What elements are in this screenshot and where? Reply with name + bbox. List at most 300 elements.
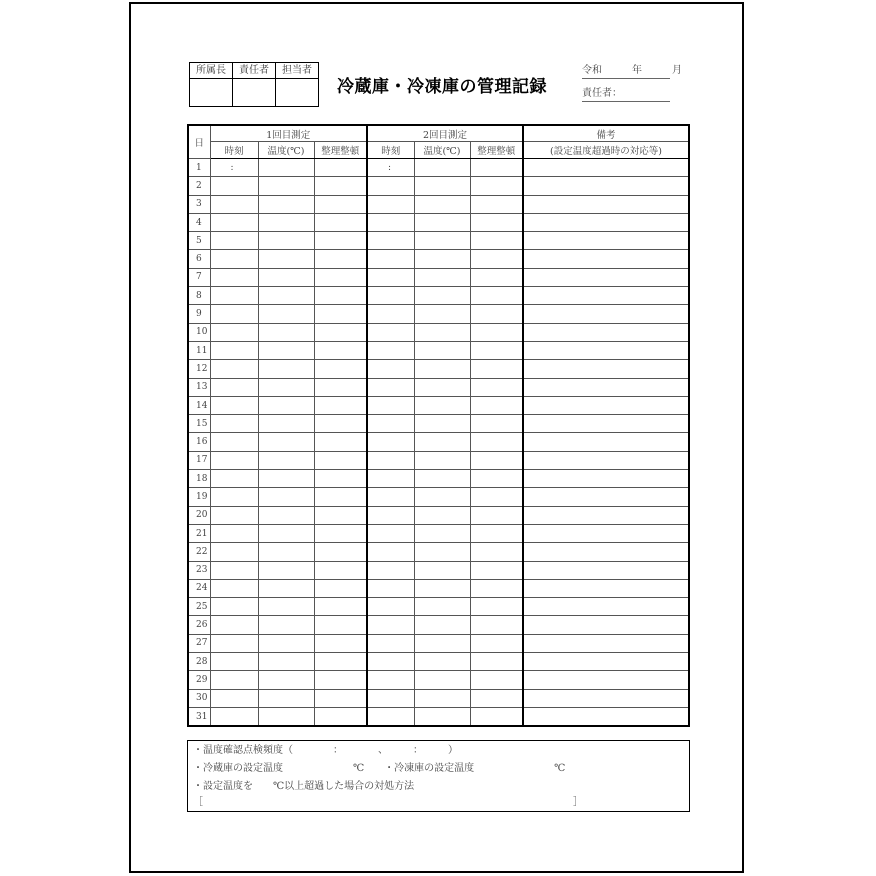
day-header: 日 (188, 125, 210, 159)
tidy-1-cell[interactable] (314, 287, 367, 305)
remarks-cell[interactable] (523, 634, 689, 652)
time-1-cell[interactable] (210, 451, 258, 469)
remarks-cell[interactable] (523, 579, 689, 597)
time-1-cell[interactable] (210, 323, 258, 341)
time-1-cell[interactable] (210, 470, 258, 488)
tidy-2-cell[interactable] (470, 506, 523, 524)
temp-1-cell[interactable] (258, 287, 314, 305)
temp-1-cell[interactable] (258, 213, 314, 231)
remarks-cell[interactable] (523, 616, 689, 634)
tidy-1-cell[interactable] (314, 707, 367, 726)
time-1-cell[interactable] (210, 415, 258, 433)
table-row (188, 287, 689, 305)
temp-2-cell[interactable] (414, 232, 470, 250)
check-frequency-line: ・温度確認点検頻度（ ： 、 ： ） (193, 745, 458, 756)
tidy-1-cell[interactable] (314, 506, 367, 524)
time-1-cell[interactable] (210, 232, 258, 250)
temp-2-cell[interactable] (414, 177, 470, 195)
approval-stamp-boxes (189, 62, 319, 107)
temp-2-cell[interactable] (414, 579, 470, 597)
temp-1-cell[interactable] (258, 341, 314, 359)
temp-1-cell[interactable] (258, 177, 314, 195)
remarks-cell[interactable] (523, 415, 689, 433)
tidy-2-cell[interactable] (470, 451, 523, 469)
day-number: 31 (188, 707, 210, 726)
tidy-2-cell[interactable] (470, 287, 523, 305)
stamp-box-manager[interactable] (190, 79, 233, 107)
temp-2-cell[interactable] (414, 287, 470, 305)
time-1-cell[interactable] (210, 689, 258, 707)
day-number: 30 (188, 689, 210, 707)
time-2-cell[interactable] (367, 506, 414, 524)
second-measurement-header: 2回目測定 (367, 125, 523, 142)
day-number: 27 (188, 634, 210, 652)
tidy-1-cell[interactable] (314, 360, 367, 378)
remarks-subheader: (設定温度超過時の対応等) (523, 142, 689, 159)
time-2-cell[interactable] (367, 195, 414, 213)
time-1-cell[interactable] (210, 305, 258, 323)
time-2-cell[interactable] (367, 415, 414, 433)
temp-1-cell[interactable] (258, 378, 314, 396)
table-row (188, 213, 689, 231)
time-1-cell[interactable] (210, 488, 258, 506)
temp-2-cell[interactable] (414, 213, 470, 231)
time-1-cell[interactable] (210, 250, 258, 268)
time-2-cell[interactable] (367, 378, 414, 396)
temp-1-cell[interactable] (258, 579, 314, 597)
temp-1-cell[interactable] (258, 561, 314, 579)
record-sheet (129, 2, 744, 873)
tidy-1-cell[interactable] (314, 195, 367, 213)
tidy-header-2: 整理整頓 (470, 142, 523, 159)
tidy-1-cell[interactable] (314, 634, 367, 652)
temp-1-cell[interactable] (258, 195, 314, 213)
table-row (188, 360, 689, 378)
time-1-cell[interactable] (210, 561, 258, 579)
tidy-2-cell[interactable] (470, 177, 523, 195)
tidy-2-cell[interactable] (470, 653, 523, 671)
temp-1-cell[interactable] (258, 268, 314, 286)
temp-2-cell[interactable] (414, 543, 470, 561)
time-2-cell[interactable] (367, 488, 414, 506)
remarks-cell[interactable] (523, 689, 689, 707)
tidy-2-cell[interactable] (470, 305, 523, 323)
temp-2-cell[interactable] (414, 689, 470, 707)
remarks-cell[interactable] (523, 707, 689, 726)
tidy-1-cell[interactable] (314, 653, 367, 671)
tidy-2-cell[interactable] (470, 250, 523, 268)
day-number: 17 (188, 451, 210, 469)
table-row (188, 177, 689, 195)
time-1-cell[interactable] (210, 341, 258, 359)
table-row (188, 268, 689, 286)
day-number: 12 (188, 360, 210, 378)
time-2-cell[interactable] (367, 561, 414, 579)
remarks-cell[interactable] (523, 470, 689, 488)
temp-1-cell[interactable] (258, 433, 314, 451)
tidy-2-cell[interactable] (470, 433, 523, 451)
table-row (188, 396, 689, 414)
time-2-cell[interactable] (367, 707, 414, 726)
day-number: 14 (188, 396, 210, 414)
temp-1-cell[interactable] (258, 671, 314, 689)
time-2-cell[interactable] (367, 268, 414, 286)
stamp-label-responsible: 責任者 (233, 63, 276, 79)
remarks-header: 備考 (523, 125, 689, 142)
tidy-2-cell[interactable] (470, 579, 523, 597)
temp-2-cell[interactable] (414, 396, 470, 414)
tidy-1-cell[interactable] (314, 396, 367, 414)
tidy-1-cell[interactable] (314, 159, 367, 177)
temp-header-1: 温度(℃) (258, 142, 314, 159)
time-1-cell[interactable] (210, 287, 258, 305)
day-number: 9 (188, 305, 210, 323)
tidy-2-cell[interactable] (470, 341, 523, 359)
temp-1-cell[interactable] (258, 323, 314, 341)
day-number: 26 (188, 616, 210, 634)
table-row (188, 341, 689, 359)
stamp-box-staff[interactable] (276, 79, 319, 107)
tidy-1-cell[interactable] (314, 177, 367, 195)
time-2-cell[interactable] (367, 616, 414, 634)
table-row (188, 634, 689, 652)
table-row (188, 451, 689, 469)
tidy-2-cell[interactable] (470, 634, 523, 652)
temp-2-cell[interactable] (414, 250, 470, 268)
day-number: 22 (188, 543, 210, 561)
temp-1-cell[interactable] (258, 250, 314, 268)
time-2-cell[interactable] (367, 396, 414, 414)
table-row (188, 250, 689, 268)
time-2-cell[interactable] (367, 250, 414, 268)
tidy-1-cell[interactable] (314, 341, 367, 359)
time-2-cell[interactable] (367, 470, 414, 488)
day-number: 8 (188, 287, 210, 305)
temp-1-cell[interactable] (258, 488, 314, 506)
temp-2-cell[interactable] (414, 305, 470, 323)
temperature-log-table (187, 124, 690, 727)
time-1-cell[interactable] (210, 433, 258, 451)
day-number: 28 (188, 653, 210, 671)
tidy-1-cell[interactable] (314, 470, 367, 488)
temp-1-cell[interactable] (258, 653, 314, 671)
tidy-1-cell[interactable] (314, 378, 367, 396)
tidy-2-cell[interactable] (470, 415, 523, 433)
remarks-cell[interactable] (523, 653, 689, 671)
remarks-cell[interactable] (523, 360, 689, 378)
tidy-1-cell[interactable] (314, 250, 367, 268)
table-row (188, 579, 689, 597)
time-1-cell[interactable] (210, 396, 258, 414)
tidy-2-cell[interactable] (470, 671, 523, 689)
table-row (188, 323, 689, 341)
day-number: 18 (188, 470, 210, 488)
time-1-cell[interactable] (210, 524, 258, 542)
remarks-cell[interactable] (523, 232, 689, 250)
remarks-cell[interactable] (523, 451, 689, 469)
temp-2-cell[interactable] (414, 598, 470, 616)
date-field[interactable]: 令和 年 月 (582, 64, 670, 79)
time-1-cell[interactable] (210, 378, 258, 396)
remarks-cell[interactable] (523, 506, 689, 524)
stamp-box-responsible[interactable] (233, 79, 276, 107)
remarks-cell[interactable] (523, 159, 689, 177)
tidy-1-cell[interactable] (314, 561, 367, 579)
tidy-2-cell[interactable] (470, 543, 523, 561)
tidy-1-cell[interactable] (314, 488, 367, 506)
tidy-1-cell[interactable] (314, 671, 367, 689)
time-1-cell[interactable] (210, 707, 258, 726)
tidy-2-cell[interactable] (470, 378, 523, 396)
table-row (188, 707, 689, 726)
tidy-2-cell[interactable] (470, 396, 523, 414)
remarks-cell[interactable] (523, 396, 689, 414)
temp-1-cell[interactable] (258, 616, 314, 634)
day-number: 5 (188, 232, 210, 250)
time-1-cell[interactable] (210, 616, 258, 634)
tidy-1-cell[interactable] (314, 433, 367, 451)
tidy-1-cell[interactable] (314, 232, 367, 250)
temp-header-2: 温度(℃) (414, 142, 470, 159)
set-temperature-line: ・冷蔵庫の設定温度 ℃ ・冷凍庫の設定温度 ℃ (193, 763, 566, 774)
temp-1-cell[interactable] (258, 707, 314, 726)
tidy-2-cell[interactable] (470, 488, 523, 506)
day-number: 23 (188, 561, 210, 579)
temp-2-cell[interactable] (414, 159, 470, 177)
day-number: 13 (188, 378, 210, 396)
time-2-cell[interactable] (367, 305, 414, 323)
remarks-cell[interactable] (523, 268, 689, 286)
time-2-cell[interactable] (367, 360, 414, 378)
tidy-1-cell[interactable] (314, 524, 367, 542)
time-2-cell[interactable] (367, 323, 414, 341)
table-row (188, 232, 689, 250)
tidy-2-cell[interactable] (470, 213, 523, 231)
table-row (188, 671, 689, 689)
tidy-2-cell[interactable] (470, 524, 523, 542)
time-1-cell[interactable] (210, 195, 258, 213)
temp-1-cell[interactable] (258, 506, 314, 524)
temp-2-cell[interactable] (414, 360, 470, 378)
remarks-cell[interactable] (523, 323, 689, 341)
temp-2-cell[interactable] (414, 634, 470, 652)
temp-2-cell[interactable] (414, 488, 470, 506)
tidy-1-cell[interactable] (314, 543, 367, 561)
table-row (188, 433, 689, 451)
time-1-cell[interactable] (210, 506, 258, 524)
table-row (188, 159, 689, 177)
exceed-procedure-line: ・設定温度を ℃以上超過した場合の対処方法 (193, 781, 415, 792)
responsible-field[interactable]: 責任者： (582, 87, 670, 102)
temp-2-cell[interactable] (414, 195, 470, 213)
time-1-cell[interactable] (210, 579, 258, 597)
remarks-cell[interactable] (523, 213, 689, 231)
time-1-cell[interactable] (210, 634, 258, 652)
temp-1-cell[interactable] (258, 159, 314, 177)
tidy-2-cell[interactable] (470, 195, 523, 213)
temp-1-cell[interactable] (258, 451, 314, 469)
day-number: 2 (188, 177, 210, 195)
temp-2-cell[interactable] (414, 616, 470, 634)
temp-1-cell[interactable] (258, 305, 314, 323)
procedure-bracket-field[interactable]: ［ ］ (193, 797, 583, 808)
temp-2-cell[interactable] (414, 268, 470, 286)
remarks-cell[interactable] (523, 433, 689, 451)
time-2-cell[interactable] (367, 543, 414, 561)
day-number: 6 (188, 250, 210, 268)
day-number: 3 (188, 195, 210, 213)
tidy-1-cell[interactable] (314, 598, 367, 616)
remarks-cell[interactable] (523, 305, 689, 323)
remarks-cell[interactable] (523, 378, 689, 396)
remarks-cell[interactable] (523, 250, 689, 268)
page-title: 冷蔵庫・冷凍庫の管理記録 (337, 77, 547, 97)
time-2-cell[interactable] (367, 433, 414, 451)
temp-1-cell[interactable] (258, 360, 314, 378)
temp-1-cell[interactable] (258, 524, 314, 542)
time-header-2: 時刻 (367, 142, 414, 159)
time-1-cell[interactable] (210, 598, 258, 616)
time-1-cell[interactable] (210, 268, 258, 286)
day-number: 1 (188, 159, 210, 177)
temp-1-cell[interactable] (258, 415, 314, 433)
time-1-cell[interactable] (210, 543, 258, 561)
table-row (188, 488, 689, 506)
temp-1-cell[interactable] (258, 232, 314, 250)
time-1-cell[interactable] (210, 213, 258, 231)
tidy-1-cell[interactable] (314, 323, 367, 341)
remarks-cell[interactable] (523, 524, 689, 542)
time-1-cell[interactable] (210, 177, 258, 195)
day-number: 25 (188, 598, 210, 616)
time-2-cell[interactable] (367, 524, 414, 542)
temp-2-cell[interactable] (414, 433, 470, 451)
table-row (188, 415, 689, 433)
table-row (188, 195, 689, 213)
table-row (188, 524, 689, 542)
temp-2-cell[interactable] (414, 561, 470, 579)
time-2-cell[interactable] (367, 213, 414, 231)
temp-2-cell[interactable] (414, 378, 470, 396)
tidy-2-cell[interactable] (470, 616, 523, 634)
time-2-cell[interactable] (367, 451, 414, 469)
tidy-2-cell[interactable] (470, 323, 523, 341)
day-number: 11 (188, 341, 210, 359)
tidy-2-cell[interactable] (470, 561, 523, 579)
temp-1-cell[interactable] (258, 689, 314, 707)
time-2-cell[interactable] (367, 579, 414, 597)
tidy-2-cell[interactable] (470, 268, 523, 286)
temp-1-cell[interactable] (258, 634, 314, 652)
day-number: 19 (188, 488, 210, 506)
time-2-cell[interactable] (367, 232, 414, 250)
stamp-label-manager: 所属長 (190, 63, 233, 79)
temp-2-cell[interactable] (414, 707, 470, 726)
tidy-2-cell[interactable] (470, 159, 523, 177)
time-2-cell[interactable]: : (367, 159, 414, 177)
tidy-header-1: 整理整頓 (314, 142, 367, 159)
temp-2-cell[interactable] (414, 341, 470, 359)
table-row (188, 305, 689, 323)
time-2-cell[interactable] (367, 634, 414, 652)
time-1-cell[interactable] (210, 671, 258, 689)
tidy-2-cell[interactable] (470, 470, 523, 488)
time-2-cell[interactable] (367, 689, 414, 707)
remarks-cell[interactable] (523, 177, 689, 195)
remarks-cell[interactable] (523, 561, 689, 579)
remarks-cell[interactable] (523, 287, 689, 305)
tidy-2-cell[interactable] (470, 598, 523, 616)
time-2-cell[interactable] (367, 671, 414, 689)
time-1-cell[interactable] (210, 653, 258, 671)
table-row (188, 598, 689, 616)
day-number: 7 (188, 268, 210, 286)
day-number: 24 (188, 579, 210, 597)
time-2-cell[interactable] (367, 598, 414, 616)
temp-2-cell[interactable] (414, 653, 470, 671)
temp-1-cell[interactable] (258, 598, 314, 616)
temp-1-cell[interactable] (258, 396, 314, 414)
temp-2-cell[interactable] (414, 323, 470, 341)
day-number: 16 (188, 433, 210, 451)
time-header-1: 時刻 (210, 142, 258, 159)
temp-2-cell[interactable] (414, 470, 470, 488)
remarks-cell[interactable] (523, 195, 689, 213)
tidy-1-cell[interactable] (314, 616, 367, 634)
log-rows (188, 159, 689, 727)
time-2-cell[interactable] (367, 341, 414, 359)
tidy-2-cell[interactable] (470, 232, 523, 250)
temp-2-cell[interactable] (414, 506, 470, 524)
table-row (188, 506, 689, 524)
remarks-cell[interactable] (523, 671, 689, 689)
tidy-1-cell[interactable] (314, 689, 367, 707)
stamp-label-staff: 担当者 (276, 63, 319, 79)
tidy-1-cell[interactable] (314, 415, 367, 433)
tidy-2-cell[interactable] (470, 707, 523, 726)
day-number: 20 (188, 506, 210, 524)
temp-2-cell[interactable] (414, 451, 470, 469)
time-1-cell[interactable]: : (210, 159, 258, 177)
temp-2-cell[interactable] (414, 524, 470, 542)
tidy-1-cell[interactable] (314, 305, 367, 323)
time-2-cell[interactable] (367, 287, 414, 305)
remarks-cell[interactable] (523, 543, 689, 561)
table-row (188, 616, 689, 634)
tidy-1-cell[interactable] (314, 213, 367, 231)
table-row (188, 543, 689, 561)
temp-1-cell[interactable] (258, 543, 314, 561)
temp-2-cell[interactable] (414, 415, 470, 433)
temp-1-cell[interactable] (258, 470, 314, 488)
day-number: 10 (188, 323, 210, 341)
notes-box (187, 740, 690, 812)
remarks-cell[interactable] (523, 488, 689, 506)
time-2-cell[interactable] (367, 653, 414, 671)
time-1-cell[interactable] (210, 360, 258, 378)
day-number: 29 (188, 671, 210, 689)
temp-2-cell[interactable] (414, 671, 470, 689)
time-2-cell[interactable] (367, 177, 414, 195)
tidy-2-cell[interactable] (470, 689, 523, 707)
tidy-1-cell[interactable] (314, 451, 367, 469)
tidy-1-cell[interactable] (314, 268, 367, 286)
tidy-2-cell[interactable] (470, 360, 523, 378)
first-measurement-header: 1回目測定 (210, 125, 367, 142)
tidy-1-cell[interactable] (314, 579, 367, 597)
remarks-cell[interactable] (523, 598, 689, 616)
remarks-cell[interactable] (523, 341, 689, 359)
